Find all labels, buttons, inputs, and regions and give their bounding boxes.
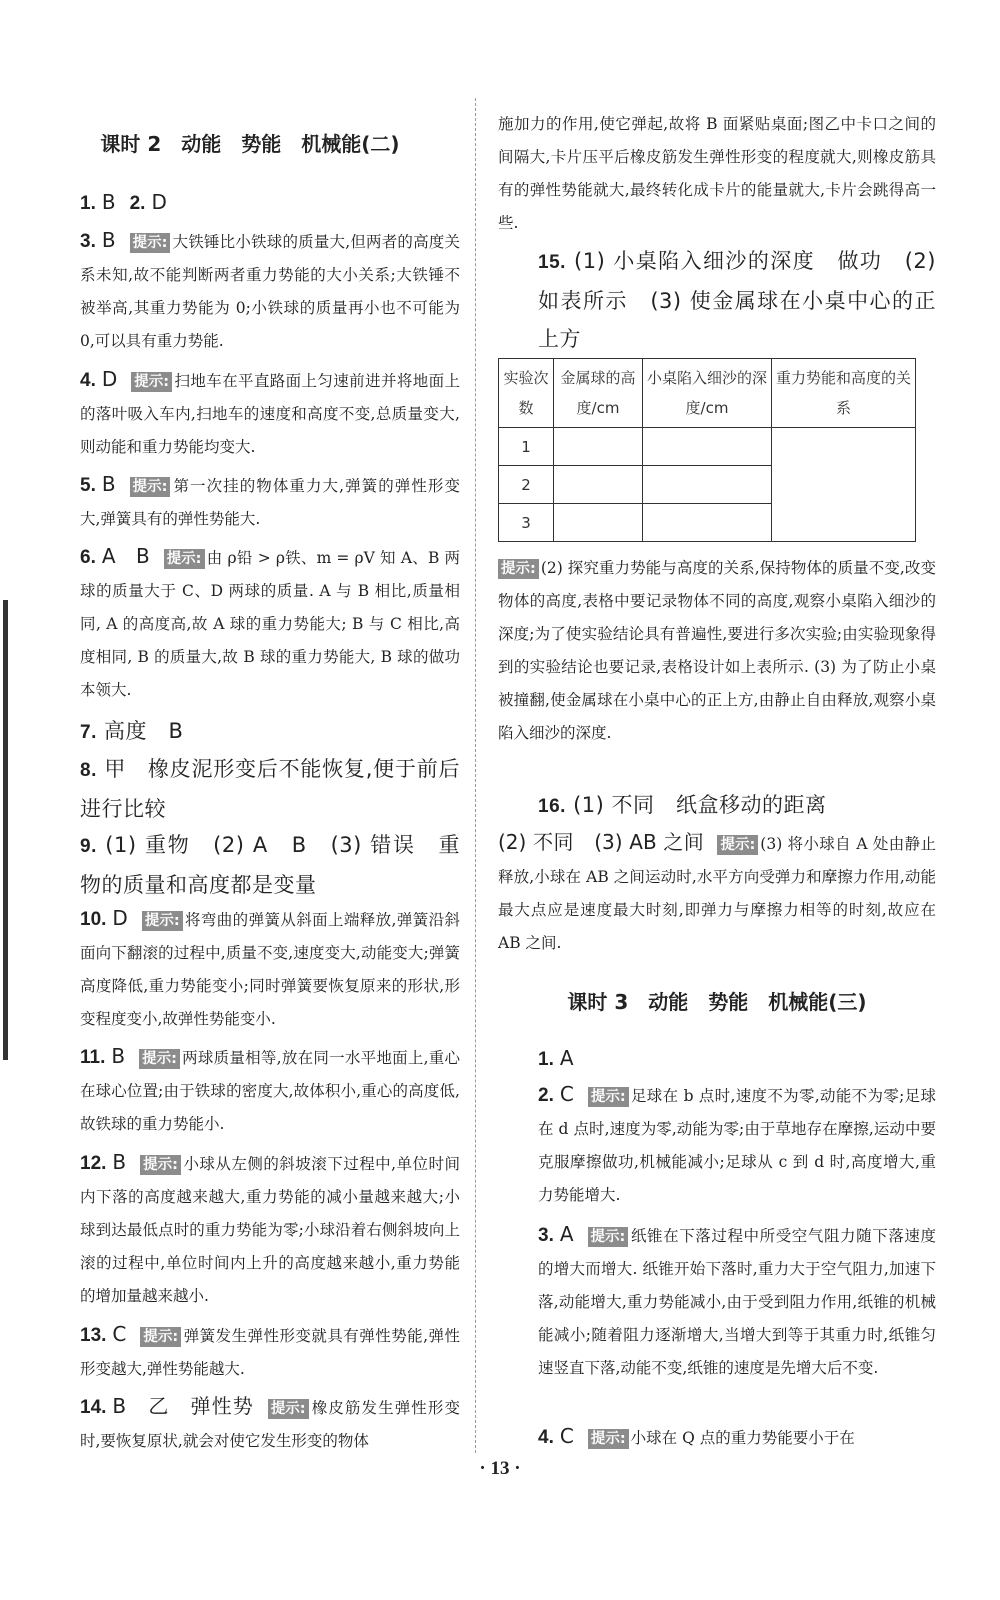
answer-9: 9. (1) 重物 (2) A B (3) 错误 重物的质量和高度都是变量 [80,833,460,897]
table-cell: 3 [499,504,554,542]
tip-badge: 提示: [717,835,758,855]
answer-16: 16. (1) 不同 纸盒移动的距离 [538,793,827,817]
answer-13: 13. C 提示: 弹簧发生弹性形变就具有弹性势能,弹性形变越大,弹性势能越大. [80,1322,460,1378]
answer-12: 12. B 提示: 小球从左侧的斜坡滚下过程中,单位时间内下落的高度越来越大,重力势能的减小量越来越大;小球到达最低点时的重力势能为零;小球沿着右侧斜坡向上滚的过程中,单位时间内上升的高度越来越小,重力势能的增加量越来越小. [80,1150,460,1305]
answer-11: 11. B 提示: 两球质量相等,放在同一水平地面上,重心在球心位置;由于铁球的密度大,故体积小,重心的高度低,故铁球的重力势能小. [80,1044,460,1133]
answer-15-tip: 提示: (2) 探究重力势能与高度的关系,保持物体的质量不变,改变物体的高度,表格中要记录物体不同的高度,观察小桌陷入细沙的深度;为了使实验结论具有普遍性,要进行多次实验;由实验现象得到的实验结论也要记录,表格设计如上表所示. (3) 为了防止小桌被撞翻,使金属球在小桌中心的正上方,由静止自由释放,观察小桌陷入细沙的深度. [498,559,936,742]
column-divider [475,98,476,1453]
page-number: · 13 · [479,1458,521,1479]
table-cell [554,504,643,542]
answer-1-2: 1. B 2. D [80,190,167,214]
table-header: 金属球的高度/cm [554,359,643,428]
tip-badge: 提示: [131,372,172,392]
table-header: 小桌陷入细沙的深度/cm [643,359,772,428]
tip-badge: 提示: [588,1227,629,1247]
tip-badge: 提示: [164,549,205,569]
answer-15: 15. (1) 小桌陷入细沙的深度 做功 (2) 如表所示 (3) 使金属球在小桌中心的正上方 [538,249,936,351]
tip-badge: 提示: [140,1155,181,1175]
tip-badge: 提示: [130,477,171,497]
answer-8: 8. 甲 橡皮泥形变后不能恢复,便于前后进行比较 [80,757,460,821]
answer-14-continued: 施加力的作用,使它弹起,故将 B 面紧贴桌面;图乙中卡口之间的间隔大,卡片压平后橡皮筋发生弹性形变的程度就大,则橡皮筋具有的弹性势能就大,最终转化成卡片的能量就大,卡片会跳得高一些. [498,115,936,232]
table-header-row [499,359,916,428]
table-header: 实验次数 [499,359,554,428]
table-cell [554,466,643,504]
table-cell [554,428,643,466]
tip-badge: 提示: [588,1087,629,1107]
table-cell: 2 [499,466,554,504]
table-cell-merged [772,428,916,542]
answer-4: 4. D 提示: 扫地车在平直路面上匀速前进并将地面上的落叶吸入车内,扫地车的速度和高度不变,总质量变大,则动能和重力势能均变大. [80,367,460,456]
answer-14: 14. B 乙 弹性势 提示: 橡皮筋发生弹性形变时,要恢复原状,就会对使它发生形变的物体 [80,1394,460,1450]
section-title-2: 课时 2 动能 势能 机械能(二) [100,132,400,156]
answer-5: 5. B 提示: 第一次挂的物体重力大,弹簧的弹性形变大,弹簧具有的弹性势能大. [80,472,460,528]
table-cell [643,428,772,466]
tip-badge: 提示: [268,1399,309,1419]
scan-edge-line [3,600,8,1060]
answer-3: 3. B 提示: 大铁锤比小铁球的质量大,但两者的高度关系未知,故不能判断两者重力势能的大小关系;大铁锤不被举高,其重力势能为 0;小铁球的质量再小也不可能为 0,可以具有重力势能. [80,228,460,350]
answer-16-cont: (2) 不同 (3) AB 之间 提示: (3) 将小球自 A 处由静止释放,小球在 AB 之间运动时,水平方向受弹力和摩擦力作用,动能最大点应是速度最大时刻,即弹力与摩擦力相等的时刻,故应在 AB 之间. [498,830,936,952]
answer-r2: 2. C 提示: 足球在 b 点时,速度不为零,动能不为零;足球在 d 点时,速度为零,动能为零;由于草地存在摩擦,运动中要克服摩擦做功,机械能减小;足球从 c 到 d 时,高度增大,重力势能增大. [538,1082,936,1204]
table-cell [643,504,772,542]
tip-badge: 提示: [588,1429,629,1449]
tip-badge: 提示: [139,1049,180,1069]
answer-r4: 4. C 提示: 小球在 Q 点的重力势能要小于在 [538,1424,855,1448]
answer-10: 10. D 提示: 将弯曲的弹簧从斜面上端释放,弹簧沿斜面向下翻滚的过程中,质量不变,速度变大,动能变大;弹簧高度降低,重力势能变小;同时弹簧要恢复原来的形状,形变程度变小,故弹性势能变小. [80,906,460,1028]
table-row [499,428,916,466]
tip-badge: 提示: [498,559,539,579]
table-cell [643,466,772,504]
answer-7: 7. 高度 B [80,719,184,743]
section-title-3: 课时 3 动能 势能 机械能(三) [567,990,867,1014]
experiment-table [498,358,916,542]
tip-badge: 提示: [140,1327,181,1347]
table-cell: 1 [499,428,554,466]
answer-r1: 1. A [538,1046,574,1070]
answer-r3: 3. A 提示: 纸锥在下落过程中所受空气阻力随下落速度的增大而增大. 纸锥开始下落时,重力大于空气阻力,加速下落,动能增大,重力势能减小,由于受到阻力作用,纸锥的机械能减小;随着阻力逐渐增大,当增大到等于其重力时,纸锥匀速竖直下落,动能不变,纸锥的速度是先增大后不变. [538,1222,936,1377]
tip-badge: 提示: [130,233,171,253]
answer-6: 6. A B 提示: 由 ρ铅 > ρ铁、m = ρV 知 A、B 两球的质量大于 C、D 两球的质量. A 与 B 相比,质量相同, A 的高度高,故 A 球的重力势能大; B 与 C 相比,高度相同, B 的质量大,故 B 球的重力势能大, B 球的做功本领大. [80,544,460,699]
tip-badge: 提示: [142,911,183,931]
table-header: 重力势能和高度的关系 [772,359,916,428]
